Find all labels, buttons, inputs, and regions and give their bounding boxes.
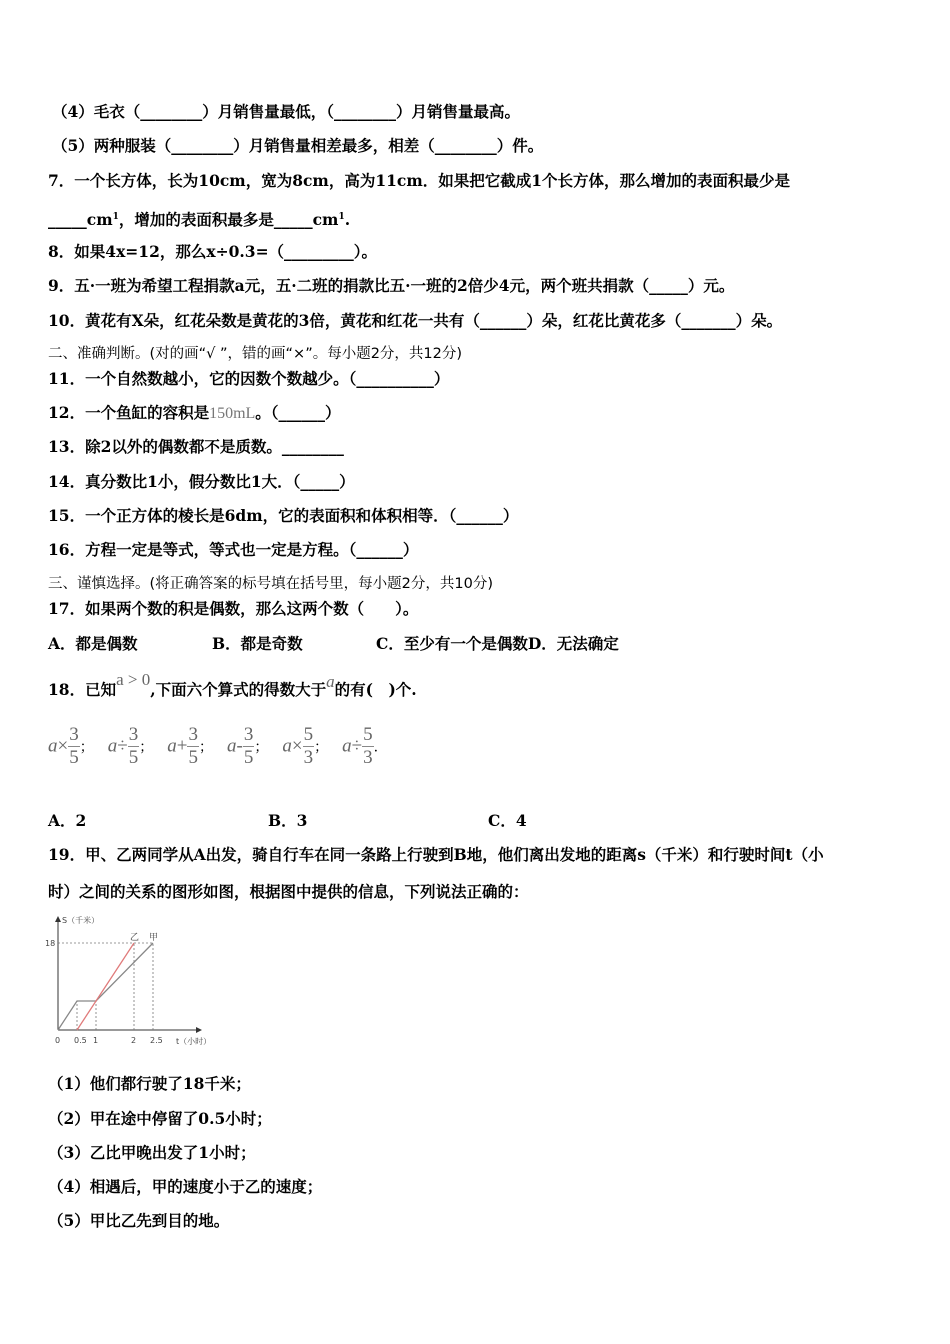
frac-num: 3 [243, 724, 254, 745]
frac-den: 5 [69, 747, 79, 768]
expr-var: a [107, 735, 118, 757]
section3-heading: 三、谨慎选择。(将正确答案的标号填在括号里，每小题2分，共10分) [48, 576, 493, 592]
q18-stem [48, 670, 417, 700]
frac-den: 3 [303, 747, 314, 768]
frac-num: 3 [69, 724, 79, 745]
q18-expr [282, 724, 328, 769]
q18-mid: ,下面六个算式的得数大于 [150, 680, 327, 699]
expr-fraction [128, 724, 140, 769]
y-axis-arrow [55, 916, 61, 922]
expr-fraction [187, 724, 199, 769]
frac-num: 5 [303, 724, 314, 745]
q18-condition: a > 0 [116, 670, 151, 689]
q7-blank2: ，增加的表面积最多是_____cm [118, 210, 339, 230]
q18-option-c: C．4 [488, 811, 527, 830]
q9: 9．五·一班为希望工程捐款a元，五·二班的捐款比五·一班的2倍少4元，两个班共捐款（_____）元。 [48, 276, 735, 295]
frac-den: 5 [188, 747, 198, 768]
q7-line2 [48, 207, 350, 230]
x-tick-label: 2 [131, 1036, 137, 1045]
q18-expr [48, 724, 94, 769]
distance-time-chart [44, 908, 224, 1050]
q7-blank1: _____cm [48, 210, 113, 230]
q19-item-4: （4）相遇后，甲的速度小于乙的速度； [48, 1177, 323, 1196]
q14: 14．真分数比1小，假分数比1大．（_____） [48, 472, 355, 491]
q15: 15．一个正方体的棱长是6dm，它的表面积和体积相等．（______） [48, 506, 519, 525]
series-label: 乙 [130, 933, 140, 943]
frac-num: 3 [188, 724, 198, 745]
q11: 11．一个自然数越小，它的因数个数越少。（__________） [48, 369, 450, 388]
frac-num: 3 [128, 724, 139, 745]
q17-option-d: D．无法确定 [527, 634, 619, 653]
q12 [48, 403, 341, 424]
q13: 13．除2以外的偶数都不是质数。________ [48, 437, 344, 456]
q8: 8．如果4x=12，那么x÷0.3=（_________）。 [48, 242, 378, 261]
q19-line2: 时）之间的关系的图形如图，根据图中提供的信息，下列说法正确的： [48, 882, 529, 901]
q18-expr [342, 724, 378, 769]
q18-var: a [326, 672, 335, 691]
q16: 16．方程一定是等式，等式也一定是方程。（______） [48, 540, 419, 559]
q12-value: 150mL [209, 405, 256, 422]
q17-stem: 17．如果两个数的积是偶数，那么这两个数（ ）。 [48, 599, 419, 618]
expr-fraction [68, 724, 80, 769]
frac-den: 3 [363, 747, 373, 768]
expr-op: + [176, 735, 188, 757]
expr-fraction [243, 724, 255, 769]
expr-end: ； [314, 739, 329, 756]
q18-option-b: B．3 [268, 811, 308, 830]
frac-den: 5 [128, 747, 139, 768]
q18-option-a: A．2 [48, 811, 87, 830]
q19-item-3: （3）乙比甲晚出发了1小时； [48, 1143, 256, 1162]
expr-op: × [57, 735, 69, 757]
expr-end: ； [139, 739, 154, 756]
q19-item-5: （5）甲比乙先到目的地。 [48, 1211, 230, 1230]
expr-op: ÷ [351, 735, 363, 757]
q17-options [48, 634, 619, 654]
q12-pre: 12．一个鱼缸的容积是 [48, 403, 210, 422]
q18-expr [167, 724, 213, 769]
q10: 10．黄花有X朵，红花朵数是黄花的3倍，黄花和红花一共有（______）朵，红花比黄花多（_______）朵。 [48, 311, 783, 330]
expr-fraction [362, 724, 374, 769]
q18-expr [108, 724, 153, 769]
q12-post: 。（______） [255, 403, 341, 422]
q18-expressions [48, 724, 386, 769]
q17-option-a: A．都是偶数 [48, 634, 138, 653]
x-axis-arrow [196, 1027, 202, 1033]
q19-item-1: （1）他们都行驶了18千米； [48, 1074, 251, 1093]
frac-num: 5 [363, 724, 373, 745]
q6-sub5: （5）两种服装（________）月销售量相差最多，相差（________）件。 [52, 136, 544, 155]
q18-pre: 18．已知 [48, 680, 117, 699]
expr-var: a [342, 735, 352, 757]
q18-options [48, 811, 527, 831]
expr-op: × [291, 735, 303, 757]
q6-sub4: （4）毛衣（________）月销售量最低，（________）月销售量最高。 [52, 102, 521, 121]
q7-line1: 7．一个长方体，长为10cm，宽为8cm，高为11cm．如果把它截成1个长方体，那么增加的表面积最少是 [48, 171, 791, 190]
expr-end: . [373, 739, 379, 756]
expr-fraction [303, 724, 315, 769]
y-tick-label: 18 [45, 939, 56, 948]
expr-var: a [282, 735, 292, 757]
expr-var: a [227, 735, 237, 757]
q7-sup1: 1 [112, 212, 119, 222]
series-label: 甲 [149, 933, 159, 943]
q17-option-b: B．都是奇数 [212, 634, 303, 653]
expr-op: - [236, 735, 243, 757]
q18-expr [227, 724, 268, 769]
expr-var: a [167, 735, 177, 757]
q7-sup2: 1 [338, 212, 345, 222]
section2-heading: 二、准确判断。(对的画“√ ”，错的画“×”。每小题2分，共12分) [48, 346, 463, 362]
x-tick-label: 1 [93, 1036, 99, 1045]
x-tick-label: 2.5 [150, 1036, 163, 1045]
frac-den: 5 [243, 747, 254, 768]
q7-end: . [344, 210, 351, 230]
q19-line1: 19．甲、乙两同学从A出发，骑自行车在同一条路上行驶到B地，他们离出发地的距离s（千米）和行驶时间t（小 [48, 845, 824, 864]
y-axis-label: S（千米） [62, 916, 100, 925]
series-line [77, 943, 134, 1030]
expr-end: ； [79, 739, 94, 756]
expr-var: a [48, 735, 58, 757]
expr-end: ； [198, 739, 213, 756]
q17-option-c: C．至少有一个是偶数 [376, 634, 528, 653]
expr-op: ÷ [117, 735, 128, 757]
expr-end: ； [254, 739, 269, 756]
x-axis-label: t（小时） [176, 1037, 212, 1046]
x-tick-label: 0.5 [74, 1036, 87, 1045]
x-tick-label: 0 [55, 1036, 61, 1045]
q19-item-2: （2）甲在途中停留了0.5小时； [48, 1109, 272, 1128]
q18-post: 的有( )个. [334, 680, 417, 699]
